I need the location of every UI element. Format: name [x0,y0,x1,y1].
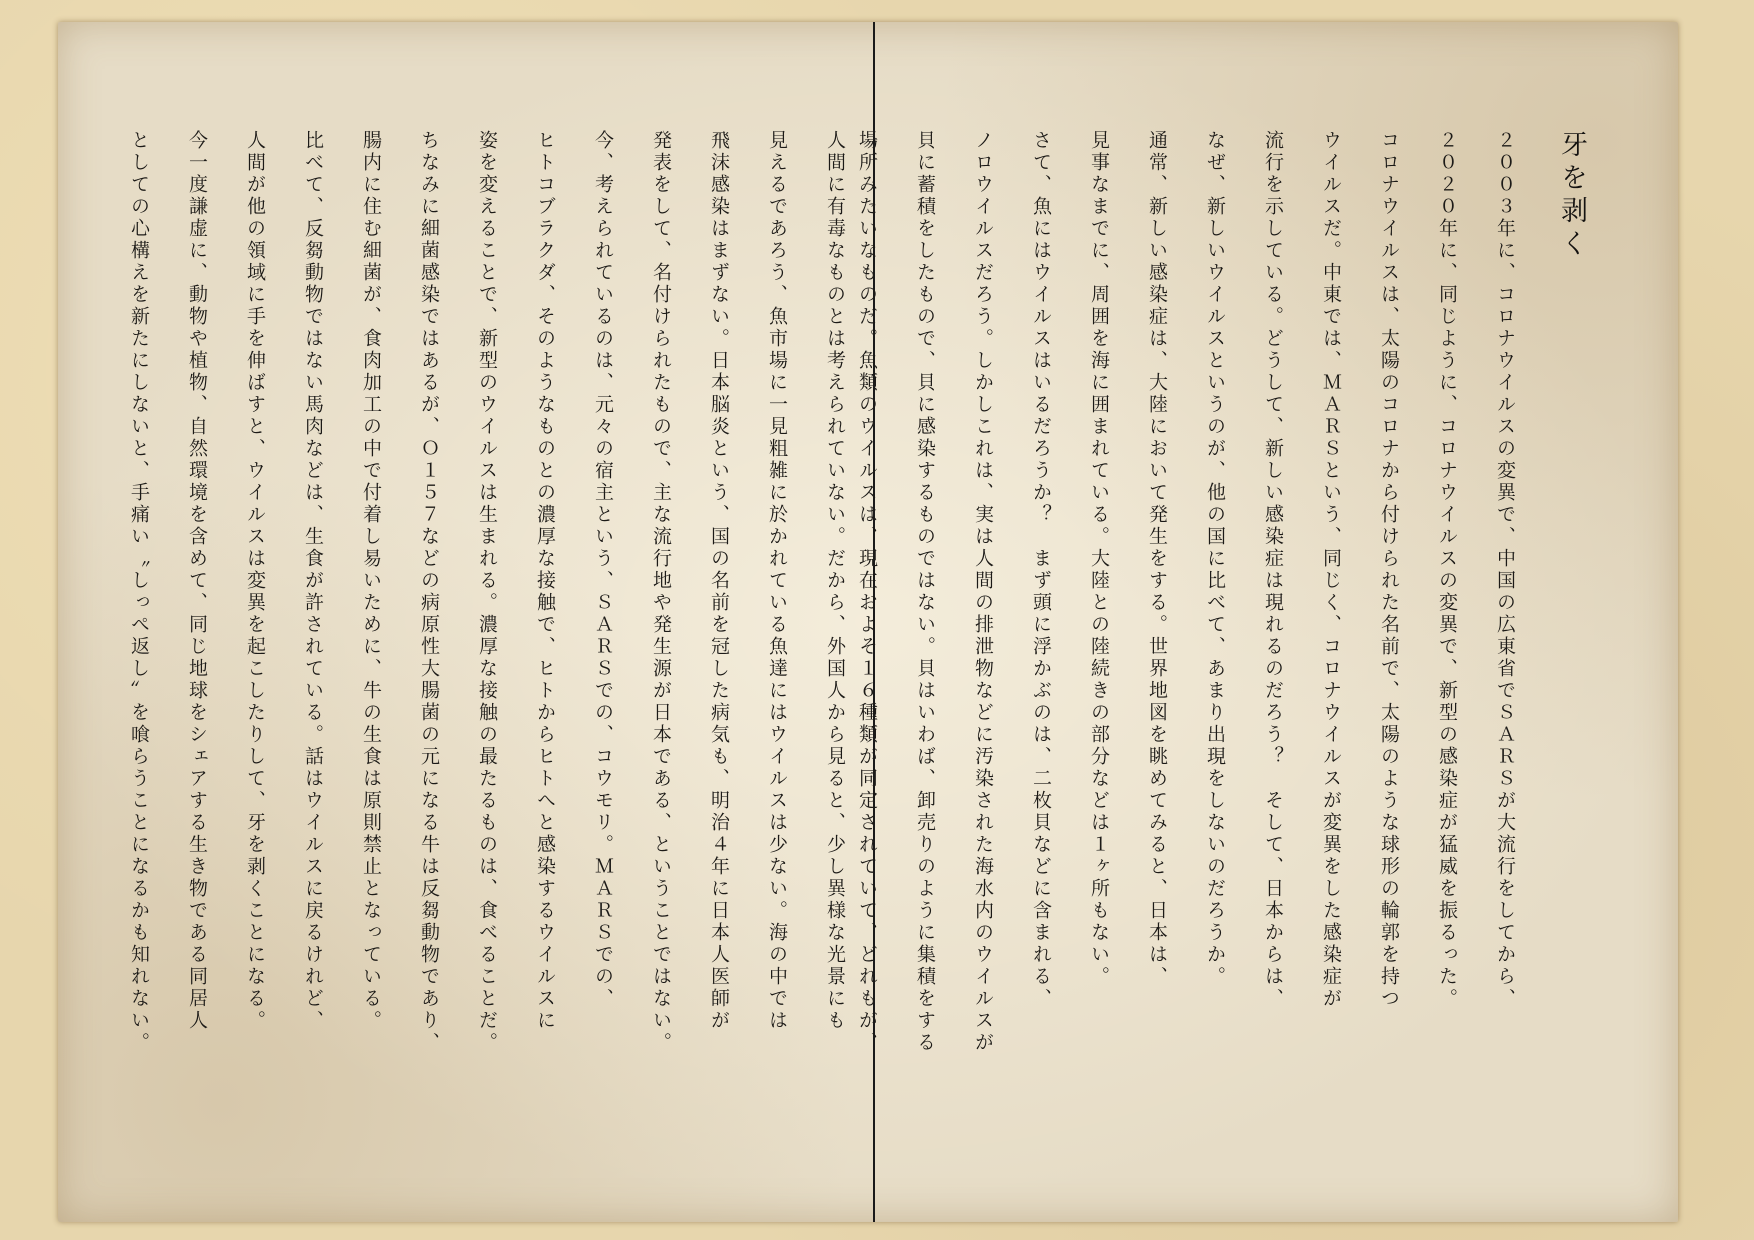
text-line: としての心構えを新たにしないと、手痛い〝しっぺ返し〟を喰らうことになるかも知れない。 [128,130,150,1054]
left-page [94,130,864,1150]
text-line: 人間が他の領域に手を伸ばすと、ウイルスは変異を起こしたりして、牙を剥くことになる。 [244,130,266,1032]
text-line: 今、考えられているのは、元々の宿主という、ＳＡＲＳでの、コウモリ。ＭＡＲＳでの、 [592,130,614,1010]
text-line: なぜ、新しいウイルスというのが、他の国に比べて、あまり出現をしないのだろうか。 [1204,130,1226,988]
text-line: ノロウイルスだろう。しかしこれは、実は人間の排泄物などに汚染された海水内のウイルスが [972,130,994,1054]
text-line: コロナウイルスは、太陽のコロナから付けられた名前で、太陽のような球形の輪郭を持つ [1378,130,1400,1010]
text-line: ２０２０年に、同じように、コロナウイルスの変異で、新型の感染症が猛威を振るった。 [1436,130,1458,1010]
page-title: 牙を剥く [1556,130,1587,262]
text-line: 見えるであろう、魚市場に一見粗雑に於かれている魚達にはウイルスは少ない。海の中では [766,130,788,1032]
text-line: 人間に有毒なものとは考えられていない。だから、外国人から見ると、少し異様な光景にも [824,130,846,1032]
text-line: ウイルスだ。中東では、ＭＡＲＳという、同じく、コロナウイルスが変異をした感染症が [1320,130,1342,1010]
text-line: 通常、新しい感染症は、大陸において発生をする。世界地図を眺めてみると、日本は、 [1146,130,1168,988]
text-line: ちなみに細菌感染ではあるが、Ｏ１５７などの病原性大腸菌の元になる牛は反芻動物であり、 [418,130,440,1054]
text-line: 流行を示している。どうして、新しい感染症は現れるのだろう？ そして、日本からは、 [1262,130,1284,1010]
right-page [856,130,1600,1150]
text-line: 今一度謙虚に、動物や植物、自然環境を含めて、同じ地球をシェアする生き物である同居人 [186,130,208,1032]
text-line: 場所みたいなものだ。魚類のウイルスは、現在およそ１６種類が同定されていて、どれもが、 [856,130,878,1054]
text-line: 飛沫感染はまずない。日本脳炎という、国の名前を冠した病気も、明治４年に日本人医師が [708,130,730,1032]
text-line: 姿を変えることで、新型のウイルスは生まれる。濃厚な接触の最たるものは、食べることだ。 [476,130,498,1054]
text-line: さて、魚にはウイルスはいるだろうか？ まず頭に浮かぶのは、二枚貝などに含まれる、 [1030,130,1052,1010]
text-line: 見事なまでに、周囲を海に囲まれている。大陸との陸続きの部分などは１ヶ所もない。 [1088,130,1110,988]
text-line: 腸内に住む細菌が、食肉加工の中で付着し易いために、牛の生食は原則禁止となっている。 [360,130,382,1032]
text-line: 貝に蓄積をしたもので、貝に感染するものではない。貝はいわば、卸売りのように集積をする [914,130,936,1054]
text-line: 比べて、反芻動物ではない馬肉などは、生食が許されている。話はウイルスに戻るけれど、 [302,130,324,1032]
text-line: ヒトコブラクダ、そのようなものとの濃厚な接触で、ヒトからヒトへと感染するウイルスに [534,130,556,1032]
text-line: 発表をして、名付けられたもので、主な流行地や発生源が日本である、ということではない。 [650,130,672,1054]
text-line: ２００３年に、コロナウイルスの変異で、中国の広東省でＳＡＲＳが大流行をしてから、 [1494,130,1516,1010]
